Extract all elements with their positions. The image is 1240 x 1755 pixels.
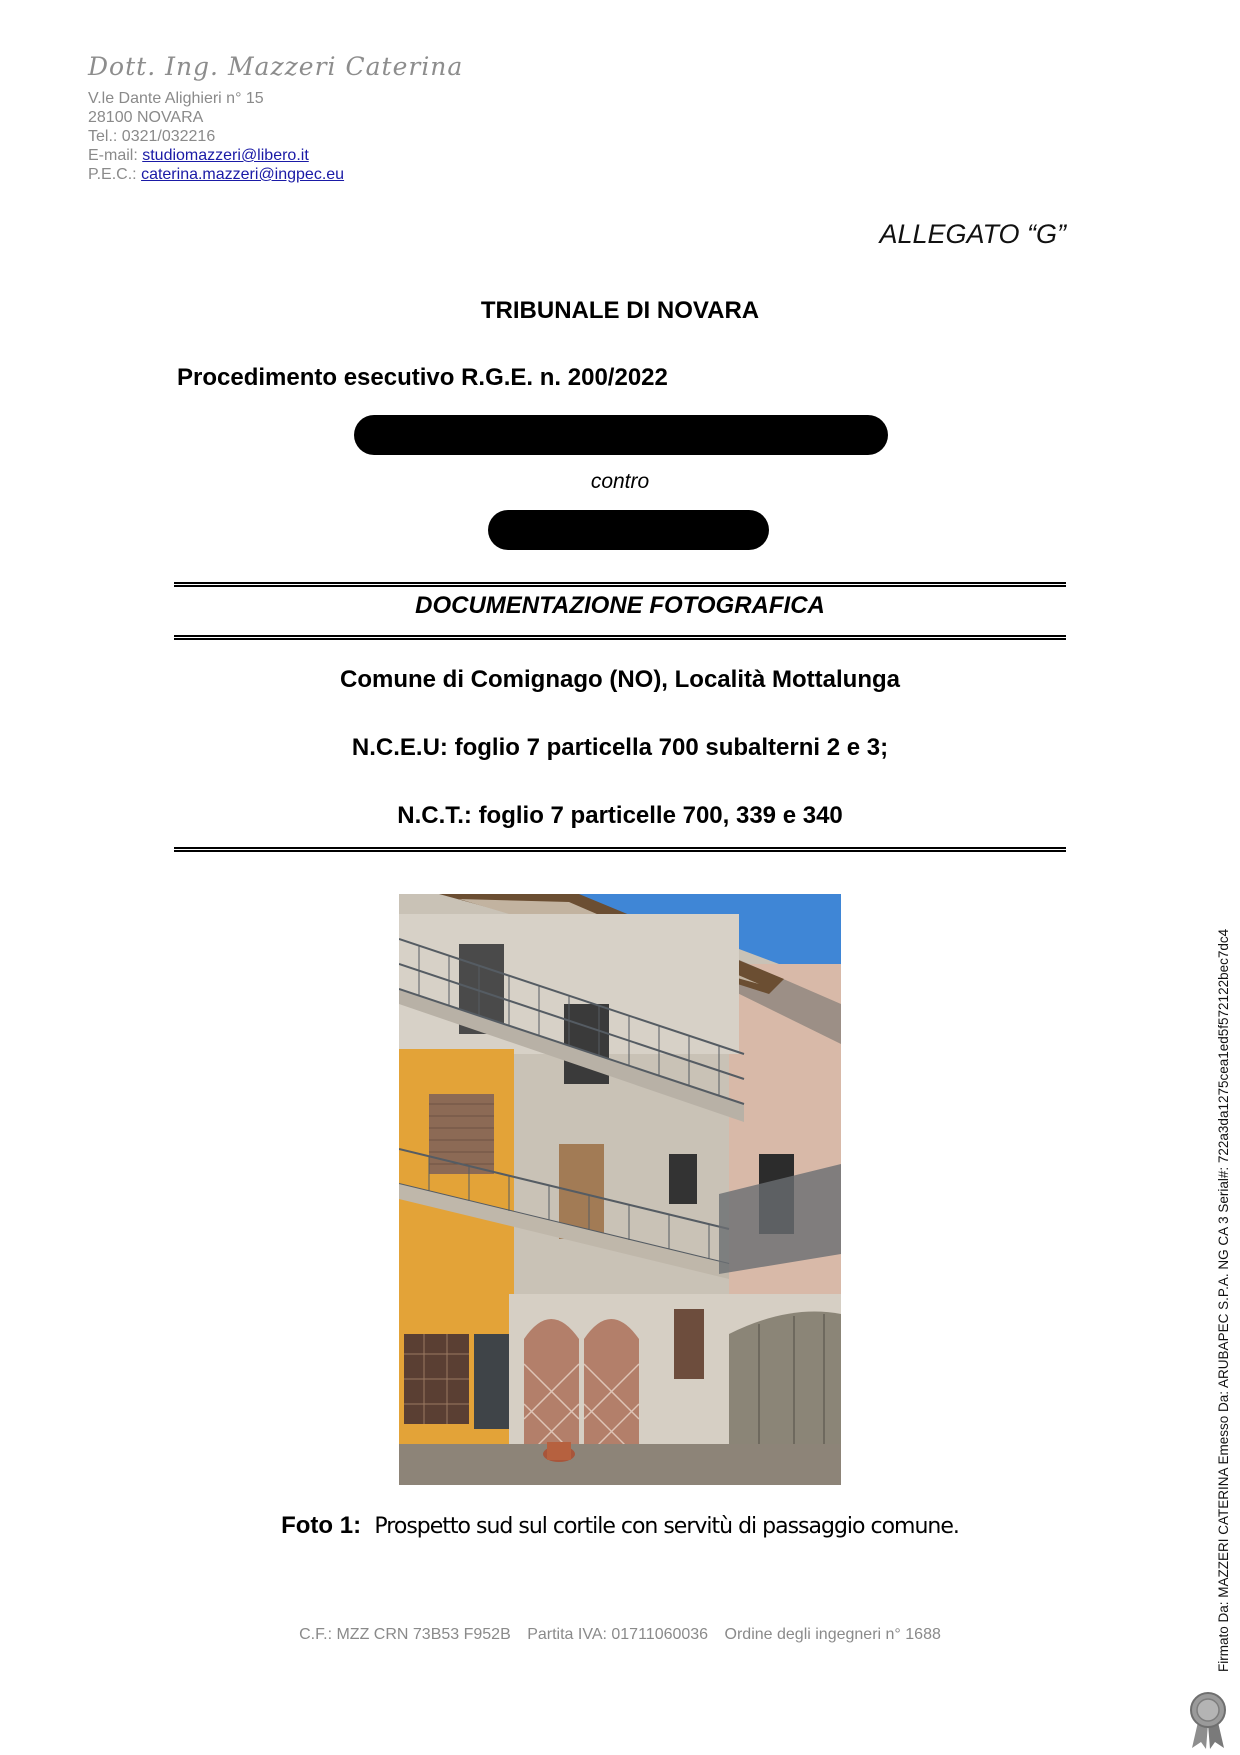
double-rule-bottom [174, 847, 1066, 852]
pec-link[interactable]: caterina.mazzeri@ingpec.eu [141, 166, 345, 183]
footer-cf: C.F.: MZZ CRN 73B53 F952B [299, 1626, 511, 1643]
caption-label: Foto 1: [281, 1512, 362, 1539]
double-rule-top [174, 582, 1066, 587]
redacted-creditor [354, 415, 888, 455]
address-line-1: V.le Dante Alighieri n° 15 [88, 90, 264, 107]
pec-label: P.E.C.: [88, 166, 142, 183]
redacted-debtor [488, 510, 769, 550]
contro-label: contro [590, 470, 650, 493]
photo-caption [0, 1512, 1240, 1540]
email-link[interactable]: studiomazzeri@libero.it [142, 147, 309, 164]
court-title: TRIBUNALE DI NOVARA [480, 297, 760, 324]
telephone: Tel.: 0321/032216 [88, 128, 216, 145]
allegato-label: ALLEGATO “G” [879, 219, 1066, 249]
building-photo [399, 894, 841, 1485]
caption-text: Prospetto sud sul cortile con servitù di passaggio comune. [374, 1514, 959, 1539]
double-rule-middle [174, 635, 1066, 640]
footer [0, 1626, 1240, 1644]
comune-line: Comune di Comignago (NO), Località Mottalunga [340, 666, 900, 693]
seal-icon [1184, 1690, 1232, 1750]
email-row [88, 146, 309, 165]
nceu-line: N.C.E.U: foglio 7 particella 700 subalterni 2 e 3; [351, 734, 889, 761]
footer-ordine: Ordine degli ingegneri n° 1688 [724, 1626, 941, 1643]
footer-piva: Partita IVA: 01711060036 [527, 1626, 709, 1643]
email-label: E-mail: [88, 147, 143, 164]
procedure-number: Procedimento esecutivo R.G.E. n. 200/2022 [177, 364, 668, 391]
pec-row [88, 165, 344, 184]
nct-line: N.C.T.: foglio 7 particelle 700, 339 e 340 [397, 802, 843, 829]
letterhead-signature: Dott. Ing. Mazzeri Caterina [88, 52, 464, 81]
digital-signature-note: Firmato Da: MAZZERI CATERINA Emesso Da: ARUBAPEC S.P.A. NG CA 3 Serial#: 722a3da1275cea1ed5f572122bec7dc4 [1216, 928, 1231, 1672]
address-line-2: 28100 NOVARA [88, 109, 204, 126]
section-title: DOCUMENTAZIONE FOTOGRAFICA [415, 592, 825, 619]
